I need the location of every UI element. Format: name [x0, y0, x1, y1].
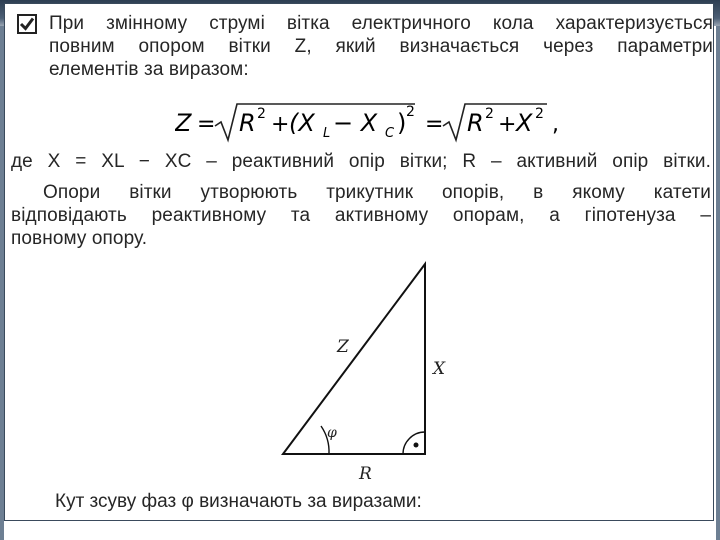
impedance-triangle-diagram: [275, 254, 465, 494]
triangle-paragraph: [11, 181, 711, 250]
formula-plus-2: +: [498, 112, 517, 137]
label-phi: φ: [327, 425, 337, 441]
formula-r-square: 2: [257, 106, 266, 122]
label-x: X: [433, 359, 446, 379]
formula-plus: +: [271, 112, 290, 137]
formula-r: R: [239, 109, 256, 137]
formula-x-square: 2: [535, 106, 544, 122]
triangle-outline: [283, 264, 425, 454]
formula-paren-square: 2: [406, 104, 415, 120]
formula-equals: =: [197, 112, 216, 137]
label-z: Z: [337, 337, 349, 357]
triangle-line-3: повному опору.: [11, 228, 148, 249]
formula-equals-2: =: [425, 112, 444, 137]
formula-comma: ,: [552, 112, 559, 137]
intro-line-2: повним опором вітки Z, який визначається через параметри: [49, 36, 713, 57]
formula-xc-subscript: C: [385, 126, 395, 141]
right-angle-dot: [414, 443, 419, 448]
right-side-band: [716, 26, 720, 540]
formula-r-2: R: [467, 109, 484, 137]
formula-close-paren: ): [397, 109, 407, 137]
formula-xl-subscript: L: [323, 126, 331, 141]
formula-z: Z: [175, 109, 192, 137]
slide-page: [4, 3, 714, 521]
impedance-formula: [175, 100, 575, 146]
triangle-line-1: Опори вітки утворюють трикутник опорів, в якому катети: [43, 182, 711, 203]
formula-x: X: [516, 109, 533, 137]
intro-line-1: При змінному струмі вітка електричного кола характеризується: [49, 13, 713, 34]
definition-paragraph: [11, 150, 711, 173]
checkbox-checked-icon: [17, 14, 37, 34]
definition-line: де X = XL − XC – реактивний опір вітки; R – активний опір вітки.: [11, 151, 711, 172]
formula-xl: (X: [289, 109, 315, 137]
intro-line-3: елементів за виразом:: [49, 59, 249, 80]
caption-line: Кут зсуву фаз φ визначають за виразами:: [55, 491, 422, 512]
triangle-line-2: відповідають реактивному та активному опорам, а гіпотенуза –: [11, 205, 711, 226]
label-r: R: [359, 464, 372, 484]
formula-xc: − X: [333, 109, 378, 137]
formula-r-square-2: 2: [485, 106, 494, 122]
right-angle-arc: [403, 432, 425, 454]
intro-paragraph: [49, 12, 713, 81]
